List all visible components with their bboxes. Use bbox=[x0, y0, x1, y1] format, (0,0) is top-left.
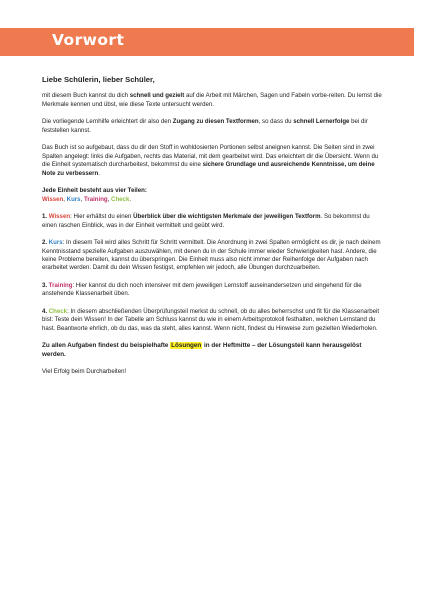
unit-label-training: Training bbox=[83, 195, 108, 203]
page-title: Vorwort bbox=[52, 31, 125, 49]
section-name-training: Training bbox=[48, 282, 73, 290]
section-name-check: Check bbox=[48, 308, 68, 316]
text: Das Buch ist so aufgebaut, dass du dir den Stoff in wohldosierten Portionen selbst aneignen kannst. Die Seiten sind in zwei Spalten angelegt: links die Aufgaben, rechts das Material, mit dem gearbeitet wird. Das erleichtert dir die Übersicht. Wenn du die Einheit systematisch durcharbeitest, bekommst du eine bbox=[42, 144, 379, 169]
section-name-kurs: Kurs bbox=[48, 239, 63, 247]
separator: , bbox=[63, 195, 67, 203]
unit-label-kurs: Kurs bbox=[66, 195, 81, 203]
text: , so dass du bbox=[258, 118, 294, 126]
text: : In diesem Teil wird alles Schritt für Schritt vermittelt. Die Anordnung in zwei Spalten ermöglicht es dir, je nach deinem Kenntnisstand spezielle Aufgaben auszuwählen, mit denen du in der Schule immer wieder Schwierigkeiten hast. Andere, die keine Probleme bereiten, kannst du überspringen. Die Einheit muss also nicht immer der Reihenfolge der Aufgaben nach erarbeitet werden. Damit du dein Wissen festigst, empfehlen wir jedoch, alle Übungen durchzuarbeiten. bbox=[42, 239, 381, 272]
section-number: 3. bbox=[42, 282, 49, 290]
text: in der Heftmitte – der Lösungsteil kann herausgelöst werden. bbox=[42, 342, 362, 358]
closing-line: Viel Erfolg beim Durcharbeiten! bbox=[42, 368, 127, 376]
text: bei dir feststellen kannst. bbox=[42, 118, 368, 134]
text: . So bekommst du einen raschen Einblick, was in der Einheit vermittelt und geübt wird. bbox=[42, 213, 370, 229]
emphasis: Zugang zu diesen Textformen bbox=[172, 118, 259, 126]
emphasis: sichere Grundlage und ausreichende Kenntnisse, um deine Note zu verbessern bbox=[42, 161, 375, 177]
emphasis: Überblick über die wichtigsten Merkmale der jeweiligen Textform bbox=[133, 213, 321, 221]
separator: , bbox=[80, 195, 84, 203]
emphasis: schnell Lernerfolge bbox=[293, 118, 350, 126]
unit-label-wissen: Wissen bbox=[42, 195, 64, 203]
units-overview bbox=[42, 187, 382, 204]
solutions-highlight: Lösungen bbox=[171, 342, 202, 350]
title-banner bbox=[0, 28, 414, 56]
section-number: 4. bbox=[42, 308, 49, 316]
text: . bbox=[98, 169, 100, 177]
section-wissen bbox=[42, 213, 382, 230]
section-training bbox=[42, 282, 382, 299]
text: mit diesem Buch kannst du dich bbox=[42, 92, 130, 100]
unit-label-check: Check bbox=[111, 195, 130, 203]
solutions-note bbox=[42, 342, 382, 359]
text: : Hier kannst du dich noch intensiver mit dem jeweiligen Lernstoff auseinandersetzen und eingehend für die anstehende Klassenarbeit üben. bbox=[42, 282, 362, 298]
foreword-body bbox=[42, 76, 382, 386]
emphasis: schnell und gezielt bbox=[129, 92, 185, 100]
section-kurs bbox=[42, 239, 382, 273]
text: : In diesem abschließenden Überprüfungsteil merkst du schnell, ob du alles beherrschst und fit für die Klassenarbeit bist: Teste dein Wissen! In der Tabelle am Schluss kannst du wie in einem Arbeitsprotokoll festhalten, welchen Lernstand du hast. Beantworte ehrlich, ob du das, was da steht, alles kannst. Wenn nicht, findest du Hinweise zum gezielten Wiederholen. bbox=[42, 308, 380, 332]
text: : Hier erhältst du einen bbox=[70, 213, 134, 221]
section-name-wissen: Wissen bbox=[48, 213, 71, 221]
section-check bbox=[42, 308, 382, 333]
separator: , bbox=[107, 195, 112, 203]
text: Zu allen Aufgaben findest du beispielhafte bbox=[42, 342, 171, 350]
section-number: 2. bbox=[42, 239, 49, 247]
units-heading: Jede Einheit besteht aus vier Teilen: bbox=[42, 187, 147, 195]
intro-paragraph-2 bbox=[42, 118, 382, 135]
greeting: Liebe Schülerin, lieber Schüler, bbox=[42, 75, 155, 84]
text: auf die Arbeit mit Märchen, Sagen und Fabeln vorbe-reiten. Du lernst die Merkmale kennen und übst, wie diese Texte untersucht werden. bbox=[42, 92, 382, 108]
intro-paragraph-1 bbox=[42, 92, 382, 109]
text: Die vorliegende Lernhilfe erleichtert dir also den bbox=[42, 118, 173, 126]
intro-paragraph-3 bbox=[42, 144, 382, 178]
section-number: 1. bbox=[42, 213, 49, 221]
end-mark: . bbox=[129, 195, 132, 203]
